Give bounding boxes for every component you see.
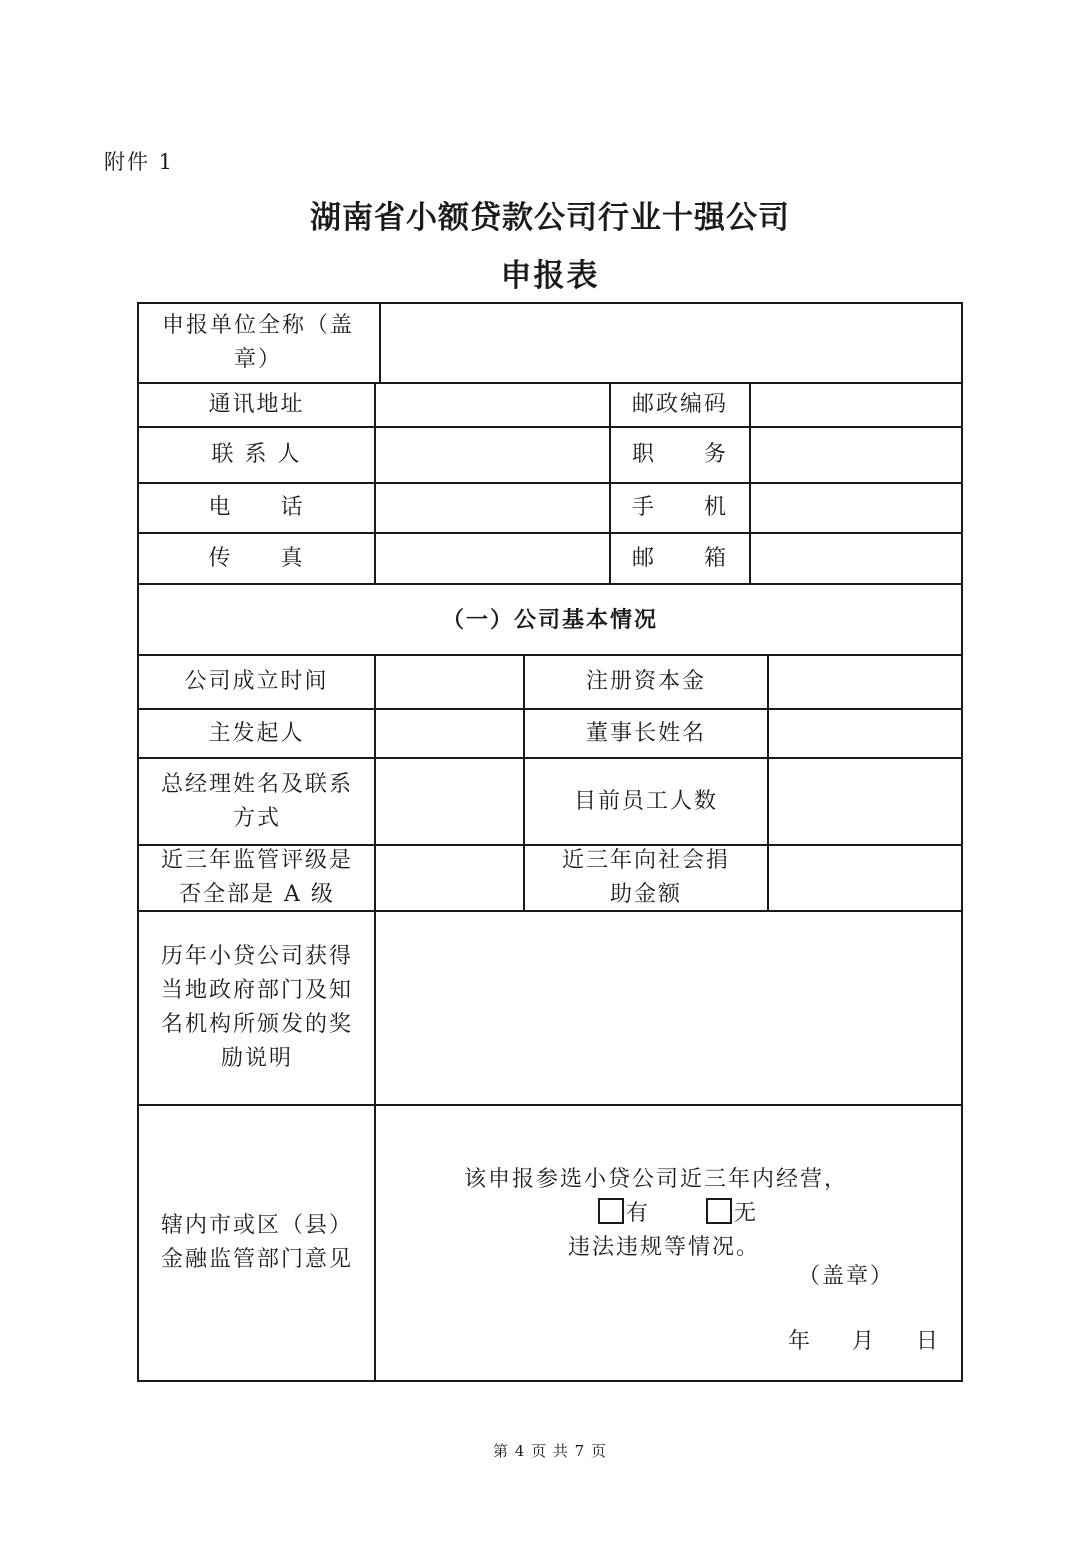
- regulator-label: 辖内市或区（县）金融监管部门意见: [160, 1213, 353, 1272]
- phone-field[interactable]: [376, 484, 609, 532]
- mobile-field[interactable]: [751, 484, 961, 532]
- page-number: 第 4 页 共 7 页: [493, 1442, 607, 1460]
- fax-label: 传 真: [208, 545, 305, 571]
- employees-field[interactable]: [769, 759, 961, 844]
- email-label: 邮 箱: [631, 545, 728, 571]
- position-label: 职 务: [631, 442, 728, 467]
- no-checkbox[interactable]: [706, 1198, 732, 1224]
- seal-label: （盖章）: [798, 1264, 895, 1289]
- gm-label: 总经理姓名及联系方式: [160, 771, 353, 831]
- founder-label: 主发起人: [208, 720, 305, 746]
- unit-name-field[interactable]: [381, 304, 961, 382]
- capital-field[interactable]: [769, 656, 961, 708]
- fax-field[interactable]: [376, 534, 609, 583]
- capital-label: 注册资本金: [585, 669, 706, 694]
- table-border-right: [961, 302, 963, 1382]
- email-field[interactable]: [751, 534, 961, 583]
- month-label: 月: [852, 1329, 877, 1354]
- day-label: 日: [916, 1329, 941, 1354]
- no-option-label: 无: [734, 1201, 759, 1226]
- established-label: 公司成立时间: [184, 669, 329, 694]
- position-field[interactable]: [751, 428, 961, 482]
- founder-field[interactable]: [376, 710, 523, 757]
- rating-field[interactable]: [376, 846, 523, 910]
- form-title: 湖南省小额贷款公司行业十强公司: [310, 200, 790, 236]
- employees-label: 目前员工人数: [573, 788, 718, 814]
- rating-label: 近三年监管评级是否全部是 A 级: [160, 848, 353, 907]
- contact-label: 联 系 人: [211, 442, 302, 467]
- address-field[interactable]: [376, 384, 609, 426]
- attachment-label: 附件 1: [104, 150, 175, 174]
- opinion-line3: 违法违规等情况。: [568, 1235, 761, 1260]
- mobile-label: 手 机: [631, 495, 728, 520]
- chairman-label: 董事长姓名: [585, 720, 706, 746]
- established-field[interactable]: [376, 656, 523, 708]
- section-title: （一）公司基本情况: [441, 606, 658, 633]
- opinion-options: [598, 1196, 758, 1227]
- donation-field[interactable]: [769, 846, 961, 910]
- gm-field[interactable]: [376, 759, 523, 844]
- chairman-field[interactable]: [769, 710, 961, 757]
- yes-checkbox[interactable]: [598, 1198, 624, 1224]
- donation-label: 近三年向社会捐助金额: [561, 848, 730, 907]
- address-label: 通讯地址: [208, 392, 305, 417]
- unit-name-label: 申报单位全称（盖章）: [161, 313, 354, 372]
- phone-label: 电 话: [208, 495, 305, 520]
- postcode-label: 邮政编码: [631, 392, 728, 417]
- form-subtitle: 申报表: [500, 258, 600, 294]
- table-border-bottom: [137, 1380, 963, 1382]
- awards-field[interactable]: [376, 912, 961, 1104]
- opinion-line1: 该申报参选小贷公司近三年内经营，: [464, 1167, 849, 1192]
- awards-label: 历年小贷公司获得当地政府部门及知名机构所颁发的奖励说明: [160, 944, 353, 1071]
- contact-field[interactable]: [376, 428, 609, 482]
- year-label: 年: [788, 1329, 813, 1354]
- postcode-field[interactable]: [751, 384, 961, 426]
- yes-option-label: 有: [626, 1201, 651, 1226]
